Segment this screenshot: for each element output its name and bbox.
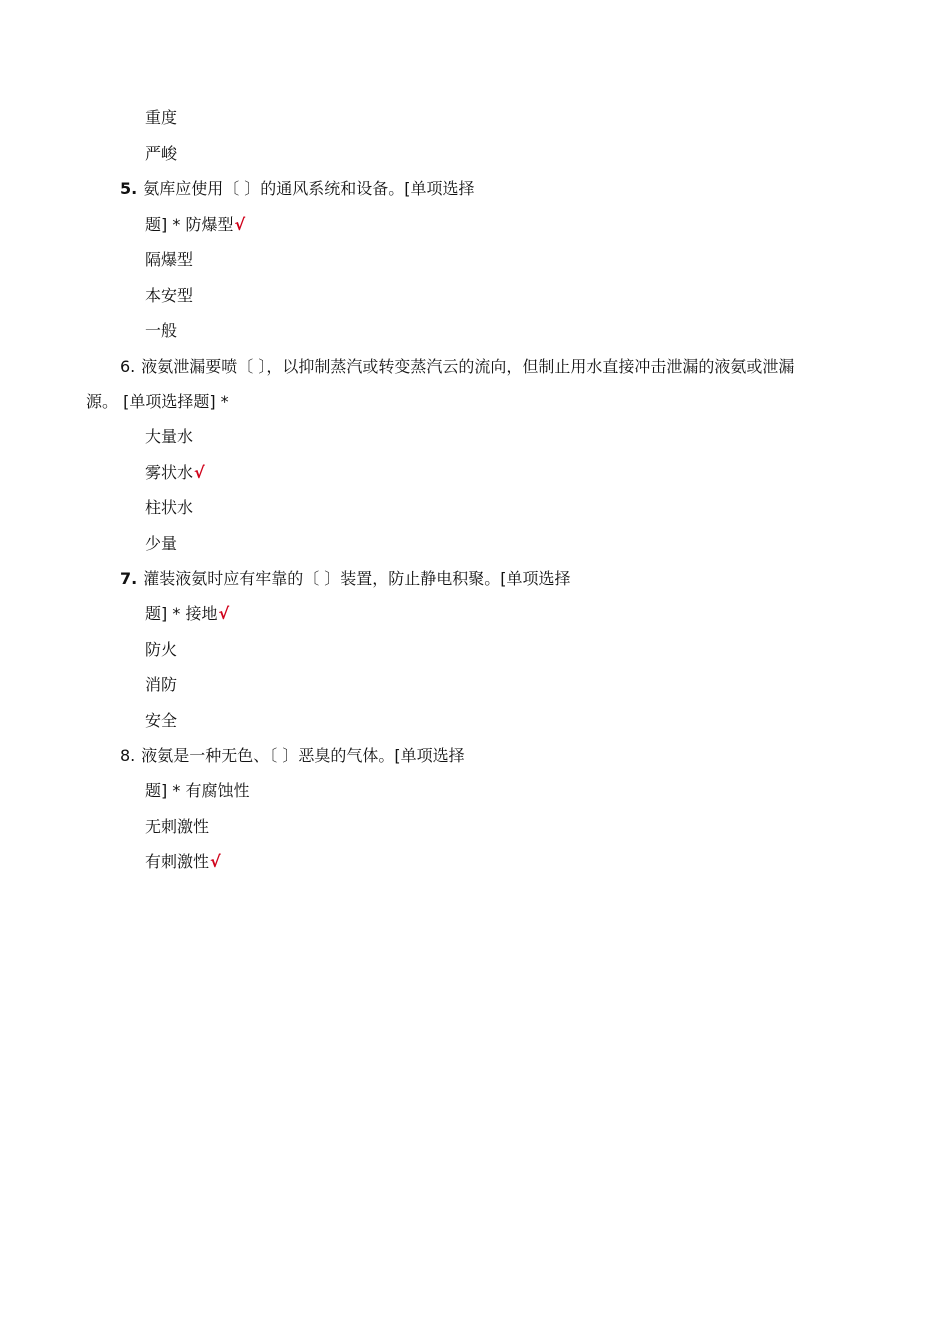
q6-option-3: 柱状水: [145, 498, 194, 517]
q7-number: 7.: [120, 569, 138, 588]
prev-option-2: 严峻: [145, 144, 178, 163]
q7-option-3: 消防: [145, 675, 178, 694]
q8-text-cont: 题] * 有腐蚀性: [145, 781, 250, 800]
q6-option-2: 雾状水√: [145, 463, 205, 482]
q8-option-1: 有腐蚀性: [185, 781, 250, 800]
q8-option-3: 有刺激性√: [145, 852, 221, 871]
q5-text-cont: 题] * 防爆型√: [145, 215, 246, 234]
q6-number: 6.: [120, 357, 136, 376]
q6-text-cont: 源。 [单项选择题] *: [86, 392, 229, 411]
q7-text-cont: 题] * 接地√: [145, 604, 230, 623]
q5-option-4: 一般: [145, 321, 178, 340]
q8-text: 8. 液氨是一种无色、〔 〕恶臭的气体。[单项选择: [120, 746, 465, 765]
q5-text: 5. 氨库应使用〔 〕的通风系统和设备。[单项选择: [120, 179, 475, 198]
q8-option-2: 无刺激性: [145, 817, 210, 836]
q6-option-1: 大量水: [145, 427, 194, 446]
prev-option-1: 重度: [145, 108, 178, 127]
correct-check-icon: √: [194, 463, 205, 482]
q5-option-2: 隔爆型: [145, 250, 194, 269]
q7-option-2: 防火: [145, 640, 178, 659]
correct-check-icon: √: [234, 215, 246, 234]
q5-number: 5.: [120, 179, 138, 198]
q7-option-4: 安全: [145, 711, 178, 730]
q5-option-3: 本安型: [145, 286, 194, 305]
q7-text: 7. 灌装液氨时应有牢靠的〔 〕装置，防止静电积聚。[单项选择: [120, 569, 571, 588]
q6-text: 6. 液氨泄漏要喷〔 〕，以抑制蒸汽或转变蒸汽云的流向，但制止用水直接冲击泄漏的液氨或泄漏: [120, 357, 795, 376]
q5-option-1: 防爆型: [185, 215, 234, 234]
q8-number: 8.: [120, 746, 136, 765]
q6-option-4: 少量: [145, 534, 178, 553]
correct-check-icon: √: [210, 852, 221, 871]
correct-check-icon: √: [218, 604, 230, 623]
q7-option-1: 接地: [185, 604, 218, 623]
